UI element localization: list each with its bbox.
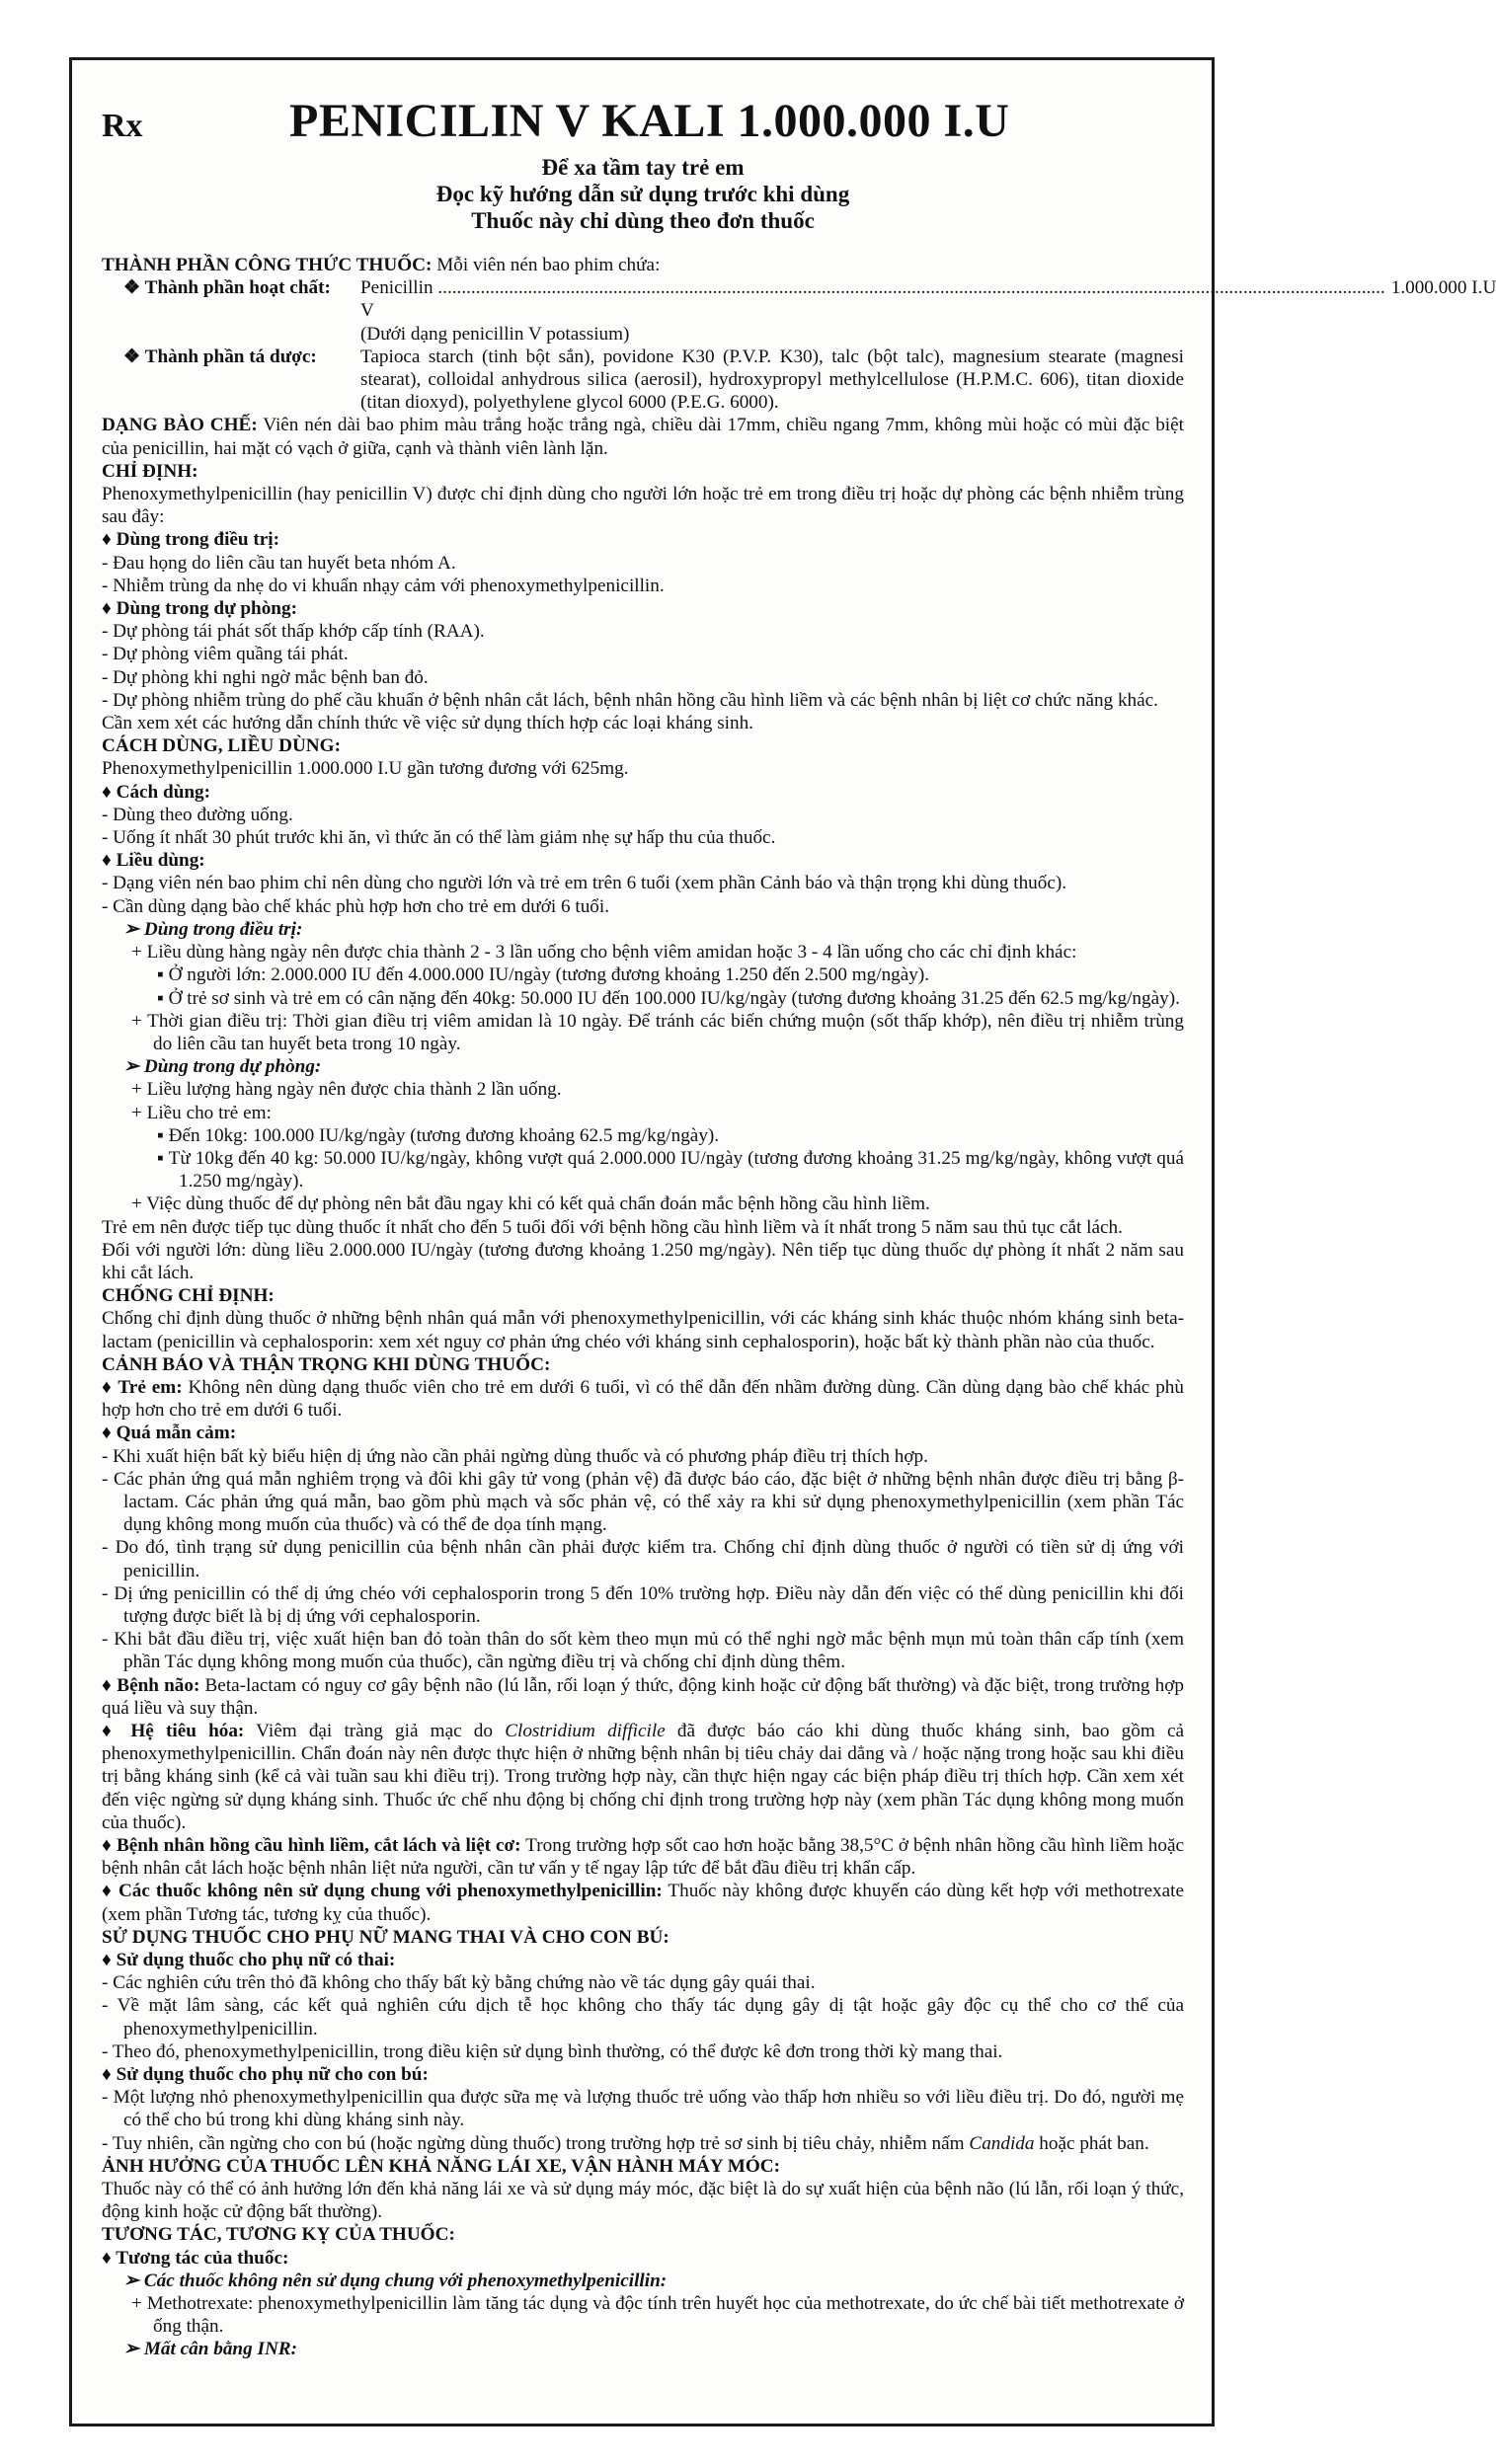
list-item: ▪ Từ 10kg đến 40 kg: 50.000 IU/kg/ngày, không vượt quá 2.000.000 IU/ngày (tương đương khoảng 31.25 mg/kg/ngày, không vượt quá 1.250 mg/ngày). [157, 1147, 1184, 1193]
usage-heading: ♦ Cách dùng: [102, 781, 211, 803]
warnings-title: CẢNH BÁO VÀ THẬN TRỌNG KHI DÙNG THUỐC: [102, 1353, 551, 1375]
indications-note: Cần xem xét các hướng dẫn chính thức về việc sử dụng thích hợp các loại kháng sinh. [102, 713, 753, 734]
list-item: ▪ Ở người lớn: 2.000.000 IU đến 4.000.000 IU/ngày (tương đương khoảng 1.250 đến 2.500 mg/ngày). [157, 964, 930, 986]
warning-prescription: Thuốc này chỉ dùng theo đơn thuốc [471, 208, 815, 233]
list-item: - Nhiễm trùng da nhẹ do vi khuẩn nhạy cảm với phenoxymethylpenicillin. [102, 575, 665, 596]
list-item: ▪ Ở trẻ sơ sinh và trẻ em có cân nặng đến 40kg: 50.000 IU đến 100.000 IU/kg/ngày (tương đương khoảng 31.25 đến 62.5 mg/kg/ngày). [157, 987, 1180, 1009]
interactions-heading: ♦ Tương tác của thuốc: [102, 2247, 289, 2269]
list-item: + Liều lượng hàng ngày nên được chia thành 2 lần uống. [131, 1079, 562, 1101]
leaflet-body [102, 254, 1496, 2361]
breastfeeding-heading: ♦ Sử dụng thuốc cho phụ nữ cho con bú: [102, 2064, 429, 2086]
indications-title: CHỈ ĐỊNH: [102, 460, 198, 482]
list-item: + Việc dùng thuốc để dự phòng nên bắt đầu ngay khi có kết quả chẩn đoán mắc bệnh hồng cầu hình liềm. [131, 1194, 930, 1215]
warning-read: Đọc kỹ hướng dẫn sử dụng trước khi dùng [435, 182, 850, 206]
list-item: - Dạng viên nén bao phim chỉ nên dùng cho người lớn và trẻ em trên 6 tuổi (xem phần Cảnh báo và thận trọng khi dùng thuốc). [102, 873, 1067, 894]
list-item: - Dị ứng penicillin có thể dị ứng chéo với cephalosporin trong 5 đến 10% trường hợp. Điều này dẫn đến việc có thể dùng penicillin khi đối tượng được biết là bị dị ứng với cephalosporin. [102, 1582, 1184, 1627]
warning-gi-paragraph: ♦ Hệ tiêu hóa: Viêm đại tràng giả mạc do Clostridium difficile đã được báo cáo khi dùng thuốc kháng sinh, bao gồm cả phenoxymethylpenicillin. Chẩn đoán này nên được thực hiện ở những bệnh nhân bị tiêu chảy dai dẳng và / hoặc nặng trong hoặc sau khi điều trị bằng kháng sinh (kể cả vài tuần sau khi điều trị). Trong trường hợp này, cần thực hiện ngay các biện pháp điều trị thích hợp. Cần xem xét đến việc ngừng sử dụng kháng sinh. Thuốc ức chế nhu động bị chống chỉ định trong trường hợp này (xem phần Tác dụng không mong muốn của thuốc). [102, 1721, 1185, 1833]
list-item: - Dùng theo đường uống. [102, 804, 293, 825]
list-item: + Liều cho trẻ em: [131, 1102, 272, 1123]
warning-combo-paragraph: ♦ Các thuốc không nên sử dụng chung với phenoxymethylpenicillin: Thuốc này không được khuyến cáo dùng kết hợp với methotrexate (xem phần Tương tác, tương kỵ của thuốc). [102, 1881, 1184, 1925]
composition-section: THÀNH PHẦN CÔNG THỨC THUỐC: Mỗi viên nén bao phim chứa: [102, 255, 661, 275]
list-item: - Tuy nhiên, cần ngừng cho con bú (hoặc ngừng dùng thuốc) trong trường hợp trẻ sơ sinh bị tiêu chảy, nhiễm nấm Candida hoặc phát ban. [102, 2132, 1149, 2154]
list-item: - Các phản ứng quá mẫn nghiêm trọng và đôi khi gây tử vong (phản vệ) đã được báo cáo, đặc biệt ở những bệnh nhân được điều trị bằng β-lactam. Các phản ứng quá mẫn, bao gồm phù mạch và sốc phản vệ, có thể xảy ra khi sử dụng phenoxymethylpenicillin (xem phần Tác dụng không mong muốn của thuốc) và có thể đe dọa tính mạng. [102, 1468, 1184, 1536]
warning-children: Để xa tầm tay trẻ em [541, 155, 745, 180]
dose-treatment-heading: ➢ Dùng trong điều trị: [123, 918, 303, 940]
list-item: - Dự phòng khi nghi ngờ mắc bệnh ban đỏ. [102, 666, 429, 688]
treatment-heading: ♦ Dùng trong điều trị: [102, 529, 280, 551]
list-item: - Uống ít nhất 30 phút trước khi ăn, vì thức ăn có thể làm giảm nhẹ sự hấp thu của thuốc. [102, 827, 776, 849]
title-row [102, 94, 1184, 148]
list-item: - Do đó, tình trạng sử dụng penicillin của bệnh nhân cần phải được kiểm tra. Chống chỉ định dùng thuốc ở người có tiền sử dị ứng với penicillin. [102, 1537, 1184, 1581]
list-item: - Về mặt lâm sàng, các kết quả nghiên cứu dịch tễ học không cho thấy tác dụng gây dị tật hoặc gây độc cụ thể cho cơ thể của phenoxymethylpenicillin. [102, 1995, 1184, 2040]
list-item: - Dự phòng tái phát sốt thấp khớp cấp tính (RAA). [102, 621, 485, 643]
interactions-title: TƯƠNG TÁC, TƯƠNG KỴ CỦA THUỐC: [102, 2224, 455, 2246]
indications-intro: Phenoxymethylpenicillin (hay penicillin V) được chỉ định dùng cho người lớn hoặc trẻ em trong điều trị hoặc dự phòng các bệnh nhiễm trùng sau đây: [102, 484, 1184, 528]
warning-sickle-paragraph: ♦ Bệnh nhân hồng cầu hình liềm, cắt lách và liệt cơ: Trong trường hợp sốt cao hơn hoặc bằng 38,5°C ở bệnh nhân hồng cầu hình liềm hoặc bệnh nhân cắt lách hoặc bệnh nhân liệt nửa người, cần tư vấn y tế ngay lập tức để bắt đầu điều trị khẩn cấp. [102, 1835, 1184, 1880]
prevention-heading: ♦ Dùng trong dự phòng: [102, 598, 297, 620]
hypersensitivity-heading: ♦ Quá mẫn cảm: [102, 1423, 237, 1444]
excipient-row: ❖ Thành phần tá dược: Tapioca starch (tinh bột sắn), povidone K30 (P.V.P. K30), talc (bột talc), magnesium stearate (magnesi stearat), colloidal anhydrous silica (aerosil), hydroxypropyl methylcellulose (H.P.M.C. 606), titan dioxide (titan dioxyd), polyethylene glycol 6000 (P.E.G. 6000). [123, 346, 1184, 414]
dosage-intro: Phenoxymethylpenicillin 1.000.000 I.U gần tương đương với 625mg. [102, 758, 629, 780]
list-item: - Dự phòng viêm quầng tái phát. [102, 644, 349, 665]
list-item: + Thời gian điều trị: Thời gian điều trị viêm amidan là 10 ngày. Để tránh các biến chứng muộn (sốt thấp khớp), nên điều trị nhiễm trùng do liên cầu tan huyết beta trong 10 ngày. [131, 1010, 1184, 1054]
warning-brain-paragraph: ♦ Bệnh não: Beta-lactam có nguy cơ gây bệnh não (lú lẫn, rối loạn ý thức, động kinh hoặc cử động bất thường) và đặc biệt, trong trường hợp quá liều và suy thận. [102, 1674, 1184, 1719]
list-item: - Đau họng do liên cầu tan huyết beta nhóm A. [102, 552, 456, 574]
driving-text: Thuốc này có thể có ảnh hưởng lớn đến khả năng lái xe và sử dụng máy móc, đặc biệt là do sự xuất hiện của bệnh não (lú lẫn, rối loạn ý thức, động kinh hoặc cử động bất thường). [102, 2179, 1184, 2223]
leaflet-page [69, 57, 1496, 2426]
list-item: ▪ Đến 10kg: 100.000 IU/kg/ngày (tương đương khoảng 62.5 mg/kg/ngày). [157, 1124, 720, 1146]
contraindications-title: CHỐNG CHỈ ĐỊNH: [102, 1285, 275, 1307]
pregnancy-title: SỬ DỤNG THUỐC CHO PHỤ NỮ MANG THAI VÀ CHO CON BÚ: [102, 1926, 669, 1948]
list-item: - Khi xuất hiện bất kỳ biểu hiện dị ứng nào cần phải ngừng dùng thuốc và có phương pháp điều trị thích hợp. [102, 1445, 928, 1467]
inr-heading: ➢ Mất cân bằng INR: [123, 2339, 297, 2360]
leader-dots: ........................................................................................................................................................................................................ [433, 277, 1385, 299]
list-item: - Các nghiên cứu trên thỏ đã không cho thấy bất kỳ bằng chứng nào về tác dụng gây quái thai. [102, 1972, 816, 1994]
list-item: - Một lượng nhỏ phenoxymethylpenicillin qua được sữa mẹ và lượng thuốc trẻ uống vào thấp hơn nhiều so với liều điều trị. Do đó, người mẹ có thể cho bú trong khi dùng kháng sinh này. [102, 2087, 1184, 2131]
active-ingredient-row: ❖ Thành phần hoạt chất: Penicillin V ........................................................................................................................................................................................................ 1.000.000 I.U [123, 277, 1496, 322]
warning-children-paragraph: ♦ Trẻ em: Không nên dùng dạng thuốc viên cho trẻ em dưới 6 tuổi, vì có thể dẫn đến nhầm đường dùng. Cần dùng dạng bào chế khác phù hợp hơn cho trẻ em dưới 6 tuổi. [102, 1376, 1184, 1422]
list-item: + Methotrexate: phenoxymethylpenicillin làm tăng tác dụng và độc tính trên huyết học của methotrexate, do ức chế bài tiết methotrexate ở ống thận. [131, 2293, 1184, 2338]
dosage-tail-children: Trẻ em nên được tiếp tục dùng thuốc ít nhất cho đến 5 tuổi đối với bệnh hồng cầu hình liềm và ít nhất trong 5 năm sau thủ tục cắt lách. [102, 1216, 1123, 1238]
dose-prevention-heading: ➢ Dùng trong dự phòng: [123, 1056, 322, 1078]
list-item: + Liều dùng hàng ngày nên được chia thành 2 - 3 lần uống cho bệnh viêm amidan hoặc 3 - 4 lần uống cho các chỉ định khác: [131, 942, 1077, 963]
list-item: - Cần dùng dạng bào chế khác phù hợp hơn cho trẻ em dưới 6 tuổi. [102, 895, 610, 917]
contraindications-text: Chống chỉ định dùng thuốc ở những bệnh nhân quá mẫn với phenoxymethylpenicillin, với các kháng sinh khác thuộc nhóm kháng sinh beta-lactam (penicillin và cephalosporin: xem xét nguy cơ phản ứng chéo với kháng sinh cephalosporin), hoặc bất kỳ thành phần nào của thuốc. [102, 1308, 1184, 1352]
warning-lines [102, 154, 1184, 234]
product-title: PENICILIN V KALI 1.000.000 I.U [289, 95, 1010, 147]
list-item: - Dự phòng nhiễm trùng do phế cầu khuẩn ở bệnh nhân cắt lách, bệnh nhân hồng cầu hình liềm và các bệnh nhân bị liệt cơ chức năng khác. [102, 689, 1158, 711]
dosage-form-section: DẠNG BÀO CHẾ: Viên nén dài bao phim màu trắng hoặc trắng ngà, chiều dài 17mm, chiều ngang 7mm, không mùi hoặc có mùi đặc biệt của penicillin, hai mặt có vạch ở giữa, cạnh và thành viên lành lặn. [102, 415, 1184, 459]
dose-heading: ♦ Liều dùng: [102, 850, 205, 872]
dosage-tail-adults: Đối với người lớn: dùng liều 2.000.000 IU/ngày (tương đương khoảng 1.250 mg/ngày). Nên tiếp tục dùng thuốc dự phòng ít nhất 2 năm sau khi cắt lách. [102, 1239, 1184, 1283]
active-ingredient-note: (Dưới dạng penicillin V potassium) [360, 323, 630, 345]
driving-title: ẢNH HƯỞNG CỦA THUỐC LÊN KHẢ NĂNG LÁI XE, VẬN HÀNH MÁY MÓC: [102, 2155, 781, 2177]
pregnancy-heading: ♦ Sử dụng thuốc cho phụ nữ có thai: [102, 1950, 396, 1971]
dosage-title: CÁCH DÙNG, LIỀU DÙNG: [102, 735, 341, 757]
rx-symbol: Rx [102, 108, 143, 144]
list-item: - Theo đó, phenoxymethylpenicillin, trong điều kiện sử dụng bình thường, có thể được kê đơn trong thời kỳ mang thai. [102, 2040, 1003, 2062]
list-item: - Khi bắt đầu điều trị, việc xuất hiện ban đỏ toàn thân do sốt kèm theo mụn mủ có thể nghi ngờ mắc bệnh mụn mủ toàn thân cấp tính (xem phần Tác dụng không mong muốn của thuốc), cần ngừng điều trị và chống chỉ định dùng thêm. [102, 1629, 1184, 1673]
interactions-subheading: ➢ Các thuốc không nên sử dụng chung với phenoxymethylpenicillin: [123, 2270, 668, 2291]
